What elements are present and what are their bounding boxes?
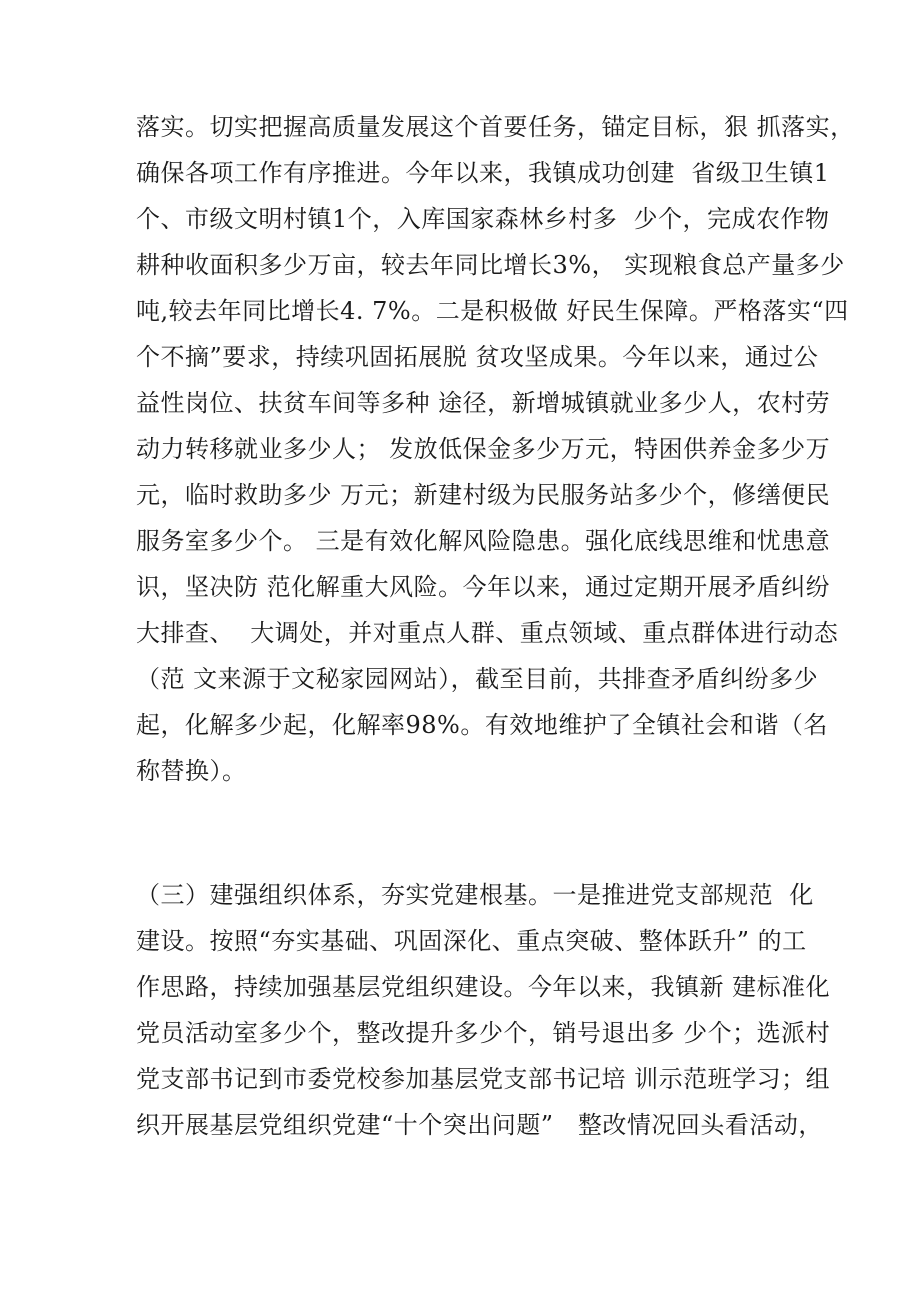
text-line: 耕种收面积多少万亩，较去年同比增长3%， 实现粮食总产量多少 xyxy=(136,251,845,279)
text-line: 元，临时救助多少 万元；新建村级为民服务站多少个，修缮便民 xyxy=(136,481,831,509)
text-line: 吨,较去年同比增长4. 7%。二是积极做 好民生保障。严格落实“四 xyxy=(136,297,849,325)
text-line: 起，化解多少起，化解率98%。有效地维护了全镇社会和谐（名 xyxy=(136,711,828,739)
text-line: 党员活动室多少个，整改提升多少个，销号退出多 少个；选派村 xyxy=(136,1019,831,1047)
text-line: 织开展基层党组织党建“十个突出问题” 整改情况回头看活动， xyxy=(136,1111,823,1139)
text-line: 个不摘”要求，持续巩固拓展脱 贫攻坚成果。今年以来，通过公 xyxy=(136,343,819,371)
text-line: 称替换）。 xyxy=(136,757,247,785)
text-line: 个、市级文明村镇1个，入库国家森林乡村多 少个，完成农作物 xyxy=(136,205,830,233)
text-line: 动力转移就业多少人； 发放低保金多少万元，特困供养金多少万 xyxy=(136,435,831,463)
text-line: 作思路，持续加强基层党组织建设。今年以来，我镇新 建标准化 xyxy=(136,973,831,1001)
text-line: 建设。按照“夯实基础、巩固深化、重点突破、整体跃升” 的工 xyxy=(136,927,807,955)
text-line: 确保各项工作有序推进。今年以来，我镇成功创建 省级卫生镇1 xyxy=(136,159,830,187)
text-line: 识，坚决防 范化解重大风险。今年以来，通过定期开展矛盾纠纷 xyxy=(136,573,831,601)
text-line: （三）建强组织体系，夯实党建根基。一是推进党支部规范 化 xyxy=(136,881,814,909)
text-line: 服务室多少个。 三是有效化解风险隐患。强化底线思维和忧患意 xyxy=(136,527,831,555)
text-line: 大排查、 大调处，并对重点人群、重点领域、重点群体进行动态 xyxy=(136,619,839,647)
text-line: 党支部书记到市委党校参加基层党支部书记培 训示范班学习；组 xyxy=(136,1065,831,1093)
text-line: 落实。切实把握高质量发展这个首要任务，锚定目标，狠 抓落实， xyxy=(136,113,855,141)
text-line: 益性岗位、扶贫车间等多种 途径，新增城镇就业多少人，农村劳 xyxy=(136,389,831,417)
text-line: （范 文来源于文秘家园网站），截至目前，共排查矛盾纠纷多少 xyxy=(136,665,819,693)
